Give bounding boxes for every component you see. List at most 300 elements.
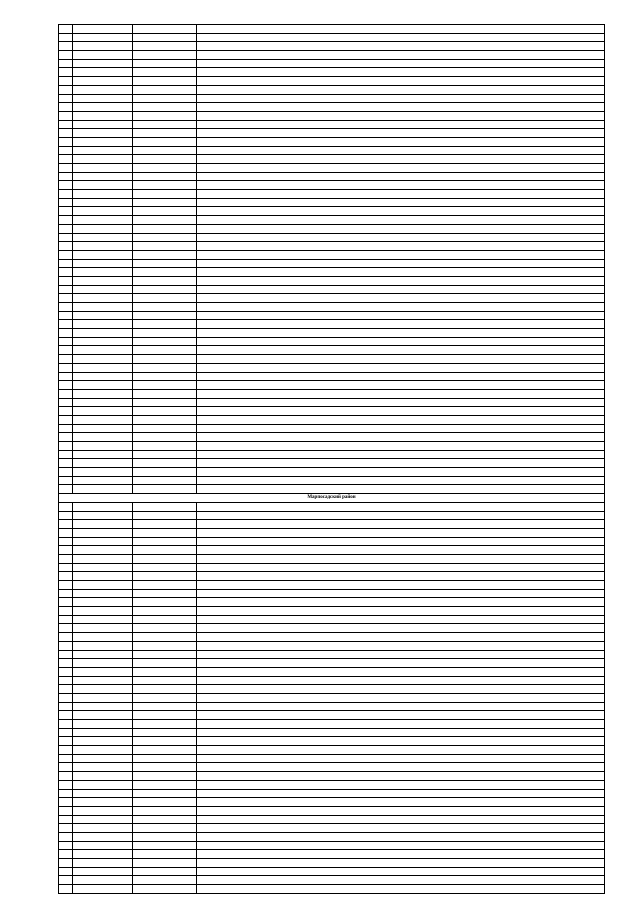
row-number (59, 815, 73, 824)
row-number (59, 42, 73, 51)
cadastral-number-secondary (133, 746, 197, 755)
table-row (59, 346, 605, 355)
table-row (59, 259, 605, 268)
cadastral-number (73, 216, 133, 225)
cadastral-number-secondary (133, 172, 197, 181)
row-number (59, 276, 73, 285)
row-number (59, 224, 73, 233)
row-number (59, 337, 73, 346)
row-number (59, 33, 73, 42)
cadastral-number-secondary (133, 181, 197, 190)
cadastral-number (73, 476, 133, 485)
table-row (59, 824, 605, 833)
table-row (59, 146, 605, 155)
cadastral-number (73, 554, 133, 563)
table-row (59, 190, 605, 199)
cadastral-number-secondary (133, 824, 197, 833)
cadastral-number-secondary (133, 190, 197, 199)
cadastral-number (73, 746, 133, 755)
cadastral-number (73, 581, 133, 590)
cadastral-number (73, 276, 133, 285)
row-number (59, 546, 73, 555)
cadastral-number (73, 772, 133, 781)
table-row (59, 633, 605, 642)
cadastral-number (73, 42, 133, 51)
table-row (59, 68, 605, 77)
table-row (59, 172, 605, 181)
table-row (59, 268, 605, 277)
row-number (59, 667, 73, 676)
cadastral-number-secondary (133, 442, 197, 451)
table-row (59, 806, 605, 815)
row-number (59, 798, 73, 807)
object-address (197, 885, 605, 894)
object-address (197, 832, 605, 841)
object-address (197, 320, 605, 329)
table-row (59, 294, 605, 303)
cadastral-number-secondary (133, 659, 197, 668)
cadastral-number (73, 59, 133, 68)
object-address (197, 433, 605, 442)
cadastral-number-secondary (133, 303, 197, 312)
row-number (59, 59, 73, 68)
row-number (59, 763, 73, 772)
cadastral-number-secondary (133, 25, 197, 34)
cadastral-number-secondary (133, 103, 197, 112)
cadastral-number (73, 77, 133, 86)
cadastral-number-secondary (133, 581, 197, 590)
cadastral-number (73, 693, 133, 702)
cadastral-number-secondary (133, 137, 197, 146)
object-address (197, 389, 605, 398)
object-address (197, 633, 605, 642)
row-number (59, 746, 73, 755)
row-number (59, 85, 73, 94)
cadastral-number (73, 94, 133, 103)
cadastral-number (73, 268, 133, 277)
cadastral-number (73, 763, 133, 772)
table-row (59, 832, 605, 841)
cadastral-number-secondary (133, 502, 197, 511)
cadastral-number-secondary (133, 685, 197, 694)
object-address (197, 511, 605, 520)
cadastral-number (73, 607, 133, 616)
row-number (59, 407, 73, 416)
row-number (59, 772, 73, 781)
object-address (197, 198, 605, 207)
table-row (59, 885, 605, 894)
cadastral-number (73, 711, 133, 720)
cadastral-number-secondary (133, 859, 197, 868)
object-address (197, 25, 605, 34)
object-address (197, 250, 605, 259)
cadastral-number (73, 259, 133, 268)
cadastral-number-secondary (133, 572, 197, 581)
table-row (59, 320, 605, 329)
object-address (197, 746, 605, 755)
cadastral-number-secondary (133, 511, 197, 520)
cadastral-number (73, 294, 133, 303)
object-address (197, 563, 605, 572)
cadastral-number-secondary (133, 806, 197, 815)
cadastral-number-secondary (133, 754, 197, 763)
cadastral-number (73, 685, 133, 694)
object-address (197, 172, 605, 181)
object-address (197, 442, 605, 451)
cadastral-number-secondary (133, 589, 197, 598)
cadastral-number (73, 537, 133, 546)
cadastral-number-secondary (133, 164, 197, 173)
cadastral-number (73, 876, 133, 885)
cadastral-number (73, 250, 133, 259)
row-number (59, 146, 73, 155)
cadastral-number-secondary (133, 77, 197, 86)
cadastral-number-secondary (133, 815, 197, 824)
object-address (197, 337, 605, 346)
cadastral-number (73, 754, 133, 763)
cadastral-number (73, 546, 133, 555)
cadastral-number (73, 563, 133, 572)
table-row (59, 563, 605, 572)
cadastral-number-secondary (133, 250, 197, 259)
object-address (197, 85, 605, 94)
cadastral-number (73, 459, 133, 468)
cadastral-number (73, 129, 133, 138)
object-address (197, 780, 605, 789)
table-row (59, 59, 605, 68)
cadastral-number-secondary (133, 233, 197, 242)
cadastral-number (73, 346, 133, 355)
cadastral-number-secondary (133, 311, 197, 320)
object-address (197, 146, 605, 155)
object-address (197, 841, 605, 850)
cadastral-number-secondary (133, 242, 197, 251)
object-address (197, 581, 605, 590)
table-row (59, 111, 605, 120)
cadastral-number-secondary (133, 650, 197, 659)
cadastral-number (73, 233, 133, 242)
table-row (59, 624, 605, 633)
table-row (59, 528, 605, 537)
cadastral-number (73, 103, 133, 112)
table-row (59, 155, 605, 164)
row-number (59, 155, 73, 164)
object-address (197, 372, 605, 381)
row-number (59, 285, 73, 294)
cadastral-number (73, 198, 133, 207)
cadastral-number (73, 737, 133, 746)
object-address (197, 407, 605, 416)
row-number (59, 841, 73, 850)
table-row (59, 511, 605, 520)
table-row (59, 476, 605, 485)
object-address (197, 216, 605, 225)
table-row (59, 198, 605, 207)
table-row (59, 303, 605, 312)
row-number (59, 242, 73, 251)
object-address (197, 806, 605, 815)
row-number (59, 320, 73, 329)
table-row (59, 311, 605, 320)
row-number (59, 250, 73, 259)
row-number (59, 303, 73, 312)
table-row (59, 754, 605, 763)
row-number (59, 129, 73, 138)
row-number (59, 372, 73, 381)
cadastral-number-secondary (133, 155, 197, 164)
cadastral-number (73, 85, 133, 94)
cadastral-number (73, 120, 133, 129)
cadastral-number (73, 285, 133, 294)
table-row (59, 363, 605, 372)
table-row (59, 442, 605, 451)
row-number (59, 789, 73, 798)
row-number (59, 94, 73, 103)
table-row (59, 615, 605, 624)
cadastral-number-secondary (133, 285, 197, 294)
cadastral-number (73, 633, 133, 642)
table-row (59, 137, 605, 146)
table-row (59, 372, 605, 381)
row-number (59, 806, 73, 815)
table-row (59, 546, 605, 555)
object-address (197, 268, 605, 277)
table-row (59, 763, 605, 772)
row-number (59, 450, 73, 459)
table-row (59, 685, 605, 694)
table-row (59, 276, 605, 285)
row-number (59, 137, 73, 146)
cadastral-number-secondary (133, 468, 197, 477)
row-number (59, 433, 73, 442)
row-number (59, 633, 73, 642)
cadastral-number-secondary (133, 363, 197, 372)
object-address (197, 520, 605, 529)
cadastral-number (73, 832, 133, 841)
table-row (59, 329, 605, 338)
cadastral-number-secondary (133, 459, 197, 468)
cadastral-number-secondary (133, 433, 197, 442)
object-address (197, 572, 605, 581)
cadastral-number-secondary (133, 372, 197, 381)
table-row (59, 164, 605, 173)
cadastral-number-secondary (133, 711, 197, 720)
row-number (59, 650, 73, 659)
object-address (197, 676, 605, 685)
row-number (59, 476, 73, 485)
row-number (59, 389, 73, 398)
table-row (59, 120, 605, 129)
row-number (59, 103, 73, 112)
cadastral-number-secondary (133, 798, 197, 807)
cadastral-number-secondary (133, 120, 197, 129)
object-address (197, 450, 605, 459)
cadastral-number (73, 68, 133, 77)
table-row (59, 42, 605, 51)
table-row (59, 554, 605, 563)
object-address (197, 720, 605, 729)
row-number (59, 415, 73, 424)
cadastral-number-secondary (133, 633, 197, 642)
table-row (59, 572, 605, 581)
table-row (59, 815, 605, 824)
cadastral-number (73, 320, 133, 329)
object-address (197, 424, 605, 433)
cadastral-number (73, 164, 133, 173)
object-address (197, 68, 605, 77)
object-address (197, 850, 605, 859)
row-number (59, 728, 73, 737)
cadastral-number (73, 224, 133, 233)
cadastral-number (73, 424, 133, 433)
cadastral-number (73, 442, 133, 451)
row-number (59, 563, 73, 572)
cadastral-number-secondary (133, 407, 197, 416)
object-address (197, 459, 605, 468)
object-address (197, 233, 605, 242)
cadastral-number (73, 598, 133, 607)
object-address (197, 329, 605, 338)
row-number (59, 780, 73, 789)
cadastral-number-secondary (133, 415, 197, 424)
object-address (197, 711, 605, 720)
cadastral-number-secondary (133, 85, 197, 94)
table-row (59, 233, 605, 242)
cadastral-number-secondary (133, 485, 197, 494)
cadastral-number-secondary (133, 129, 197, 138)
object-address (197, 303, 605, 312)
object-address (197, 641, 605, 650)
object-address (197, 103, 605, 112)
object-address (197, 763, 605, 772)
cadastral-number (73, 867, 133, 876)
row-number (59, 711, 73, 720)
table-row (59, 589, 605, 598)
row-number (59, 355, 73, 364)
object-address (197, 242, 605, 251)
cadastral-number-secondary (133, 850, 197, 859)
cadastral-number (73, 841, 133, 850)
row-number (59, 233, 73, 242)
table-row (59, 398, 605, 407)
cadastral-number (73, 311, 133, 320)
object-address (197, 693, 605, 702)
table-row (59, 129, 605, 138)
table-row (59, 485, 605, 494)
row-number (59, 311, 73, 320)
table-row (59, 424, 605, 433)
cadastral-registry-table (58, 24, 605, 894)
cadastral-number (73, 589, 133, 598)
object-address (197, 537, 605, 546)
object-address (197, 546, 605, 555)
table-row (59, 867, 605, 876)
object-address (197, 59, 605, 68)
row-number (59, 120, 73, 129)
row-number (59, 520, 73, 529)
row-number (59, 685, 73, 694)
table-row (59, 859, 605, 868)
table-row (59, 850, 605, 859)
row-number (59, 68, 73, 77)
cadastral-number-secondary (133, 737, 197, 746)
cadastral-number (73, 433, 133, 442)
object-address (197, 615, 605, 624)
row-number (59, 589, 73, 598)
cadastral-number (73, 25, 133, 34)
cadastral-number-secondary (133, 268, 197, 277)
object-address (197, 867, 605, 876)
table-row (59, 537, 605, 546)
cadastral-number-secondary (133, 398, 197, 407)
table-row (59, 407, 605, 416)
object-address (197, 728, 605, 737)
cadastral-number-secondary (133, 294, 197, 303)
row-number (59, 624, 73, 633)
row-number (59, 659, 73, 668)
table-row (59, 641, 605, 650)
table-row (59, 746, 605, 755)
table-row (59, 25, 605, 34)
row-number (59, 363, 73, 372)
cadastral-number-secondary (133, 389, 197, 398)
cadastral-number-secondary (133, 476, 197, 485)
row-number (59, 207, 73, 216)
cadastral-number (73, 363, 133, 372)
row-number (59, 216, 73, 225)
table-row (59, 598, 605, 607)
cadastral-number (73, 450, 133, 459)
row-number (59, 181, 73, 190)
object-address (197, 485, 605, 494)
row-number (59, 876, 73, 885)
cadastral-number (73, 520, 133, 529)
object-address (197, 876, 605, 885)
table-row (59, 450, 605, 459)
cadastral-number-secondary (133, 224, 197, 233)
row-number (59, 607, 73, 616)
cadastral-number (73, 702, 133, 711)
object-address (197, 129, 605, 138)
table-row (59, 337, 605, 346)
table-row (59, 728, 605, 737)
table-row (59, 389, 605, 398)
table-row (59, 667, 605, 676)
object-address (197, 650, 605, 659)
cadastral-number-secondary (133, 59, 197, 68)
row-number (59, 381, 73, 390)
row-number (59, 442, 73, 451)
cadastral-number (73, 242, 133, 251)
row-number (59, 511, 73, 520)
cadastral-number-secondary (133, 728, 197, 737)
row-number (59, 424, 73, 433)
table-row (59, 355, 605, 364)
row-number (59, 720, 73, 729)
row-number (59, 702, 73, 711)
cadastral-number (73, 155, 133, 164)
object-address (197, 120, 605, 129)
cadastral-number (73, 728, 133, 737)
cadastral-number-secondary (133, 598, 197, 607)
object-address (197, 224, 605, 233)
table-row (59, 459, 605, 468)
cadastral-number-secondary (133, 624, 197, 633)
cadastral-number-secondary (133, 450, 197, 459)
table-row (59, 520, 605, 529)
object-address (197, 607, 605, 616)
table-row (59, 650, 605, 659)
